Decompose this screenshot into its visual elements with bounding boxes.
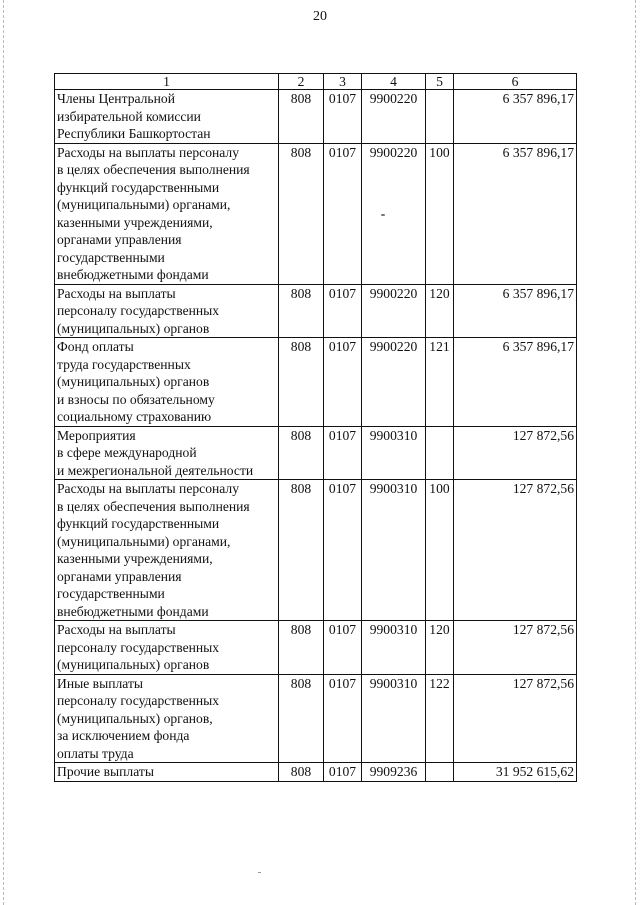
page-number: 20 xyxy=(313,9,327,24)
target-article-code: 9900220 xyxy=(362,284,426,338)
target-article-code: 9900310 xyxy=(362,674,426,763)
scan-speck xyxy=(381,214,385,216)
expense-name: Иные выплаты персоналу государственных (муниципальных) органов, за исключением фонда оплаты труда xyxy=(55,674,279,763)
column-header: 5 xyxy=(426,74,454,90)
table-row xyxy=(55,426,577,480)
amount: 6 357 896,17 xyxy=(454,338,577,427)
column-header: 2 xyxy=(279,74,324,90)
expense-type-code: 121 xyxy=(426,338,454,427)
expense-type-code xyxy=(426,763,454,782)
expense-name: Мероприятия в сфере международной и межрегиональной деятельности xyxy=(55,426,279,480)
expense-type-code: 120 xyxy=(426,284,454,338)
table-row xyxy=(55,143,577,284)
amount: 127 872,56 xyxy=(454,674,577,763)
scan-speck xyxy=(258,872,261,873)
amount: 6 357 896,17 xyxy=(454,284,577,338)
table-row xyxy=(55,674,577,763)
amount: 31 952 615,62 xyxy=(454,763,577,782)
table-row xyxy=(55,338,577,427)
amount: 127 872,56 xyxy=(454,621,577,675)
column-header: 1 xyxy=(55,74,279,90)
ministry-code: 808 xyxy=(279,284,324,338)
section-code: 0107 xyxy=(324,284,362,338)
column-header: 3 xyxy=(324,74,362,90)
target-article-code: 9900220 xyxy=(362,338,426,427)
amount: 6 357 896,17 xyxy=(454,90,577,144)
target-article-code: 9900310 xyxy=(362,621,426,675)
table-row xyxy=(55,284,577,338)
section-code: 0107 xyxy=(324,480,362,621)
scan-left-edge xyxy=(3,0,5,905)
expense-name: Фонд оплаты труда государственных (муниципальных) органов и взносы по обязательному социальному страхованию xyxy=(55,338,279,427)
ministry-code: 808 xyxy=(279,338,324,427)
target-article-code: 9900310 xyxy=(362,480,426,621)
ministry-code: 808 xyxy=(279,674,324,763)
ministry-code: 808 xyxy=(279,143,324,284)
section-code: 0107 xyxy=(324,763,362,782)
column-header: 6 xyxy=(454,74,577,90)
expense-type-code: 100 xyxy=(426,480,454,621)
target-article-code: 9900220 xyxy=(362,143,426,284)
expense-name: Расходы на выплаты персоналу государственных (муниципальных) органов xyxy=(55,621,279,675)
ministry-code: 808 xyxy=(279,426,324,480)
expense-type-code: 120 xyxy=(426,621,454,675)
column-header: 4 xyxy=(362,74,426,90)
amount: 6 357 896,17 xyxy=(454,143,577,284)
amount: 127 872,56 xyxy=(454,480,577,621)
target-article-code: 9900310 xyxy=(362,426,426,480)
section-code: 0107 xyxy=(324,426,362,480)
expense-name: Члены Центральной избирательной комиссии Республики Башкортостан xyxy=(55,90,279,144)
table-header-row xyxy=(55,74,577,90)
budget-table xyxy=(54,73,577,782)
expense-type-code: 122 xyxy=(426,674,454,763)
expense-type-code xyxy=(426,90,454,144)
table-row xyxy=(55,90,577,144)
expense-type-code xyxy=(426,426,454,480)
section-code: 0107 xyxy=(324,143,362,284)
table-row xyxy=(55,480,577,621)
ministry-code: 808 xyxy=(279,90,324,144)
amount: 127 872,56 xyxy=(454,426,577,480)
section-code: 0107 xyxy=(324,674,362,763)
scan-right-edge xyxy=(635,0,637,905)
ministry-code: 808 xyxy=(279,480,324,621)
target-article-code: 9909236 xyxy=(362,763,426,782)
table-row xyxy=(55,621,577,675)
ministry-code: 808 xyxy=(279,763,324,782)
expense-name: Прочие выплаты xyxy=(55,763,279,782)
expense-name: Расходы на выплаты персоналу государственных (муниципальных) органов xyxy=(55,284,279,338)
section-code: 0107 xyxy=(324,338,362,427)
target-article-code: 9900220 xyxy=(362,90,426,144)
ministry-code: 808 xyxy=(279,621,324,675)
expense-type-code: 100 xyxy=(426,143,454,284)
section-code: 0107 xyxy=(324,90,362,144)
section-code: 0107 xyxy=(324,621,362,675)
expense-name: Расходы на выплаты персоналу в целях обеспечения выполнения функций государственными (муниципальными) органами, казенными учреждениями, органами управления государственными внебюджетными фондами xyxy=(55,143,279,284)
table-row xyxy=(55,763,577,782)
expense-name: Расходы на выплаты персоналу в целях обеспечения выполнения функций государственными (муниципальными) органами, казенными учреждениями, органами управления государственными внебюджетными фондами xyxy=(55,480,279,621)
